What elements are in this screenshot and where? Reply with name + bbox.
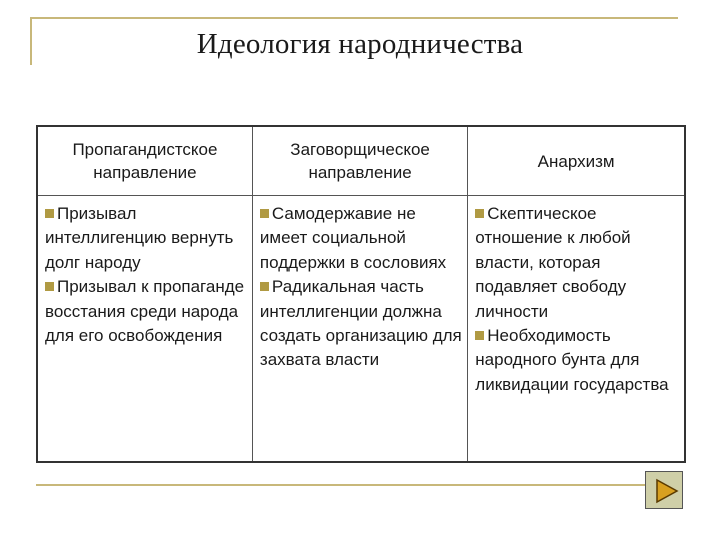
- decorative-frame-bottom: [36, 484, 648, 486]
- list-item: [45, 275, 247, 348]
- list-item: [475, 324, 679, 397]
- header-line: Пропагандистское: [72, 140, 218, 159]
- list-item: [260, 202, 462, 275]
- square-bullet-icon: [45, 209, 54, 218]
- play-triangle-icon: [646, 472, 684, 510]
- item-text: Призывал к пропаганде восстания среди народа для его освобождения: [45, 277, 245, 346]
- header-line: Заговорщическое: [290, 140, 430, 159]
- item-text: Призывал интеллигенцию вернуть долг народу: [45, 204, 234, 272]
- header-anarchism: [468, 126, 685, 196]
- cell-anarchism: [468, 196, 685, 463]
- header-conspiracy: [252, 126, 467, 196]
- square-bullet-icon: [260, 282, 269, 291]
- header-line: направление: [308, 163, 412, 182]
- item-text: Самодержавие не имеет социальной поддержки в сословиях: [259, 204, 447, 272]
- header-line: Анархизм: [537, 151, 615, 171]
- header-propaganda: [37, 126, 252, 196]
- list-item: [45, 202, 247, 275]
- header-line: направление: [93, 163, 197, 182]
- list-item: [475, 202, 679, 324]
- ideology-table: [36, 125, 686, 463]
- item-text: Радикальная часть интеллигенции должна создать организацию для захвата власти: [259, 277, 462, 370]
- square-bullet-icon: [475, 331, 484, 340]
- item-text: Скептическое отношение к любой власти, которая подавляет свободу личности: [475, 204, 631, 321]
- cell-propaganda: [37, 196, 252, 463]
- decorative-frame-top: [30, 17, 678, 19]
- square-bullet-icon: [260, 209, 269, 218]
- cell-conspiracy: [252, 196, 467, 463]
- table-header-row: [37, 126, 685, 196]
- square-bullet-icon: [45, 282, 54, 291]
- slide-title: Идеология народничества: [196, 28, 524, 60]
- list-item: [260, 275, 462, 373]
- item-text: Необходимость народного бунта для ликвидации государства: [475, 326, 669, 394]
- square-bullet-icon: [475, 209, 484, 218]
- table-row: [37, 196, 685, 463]
- next-slide-button[interactable]: [645, 471, 683, 509]
